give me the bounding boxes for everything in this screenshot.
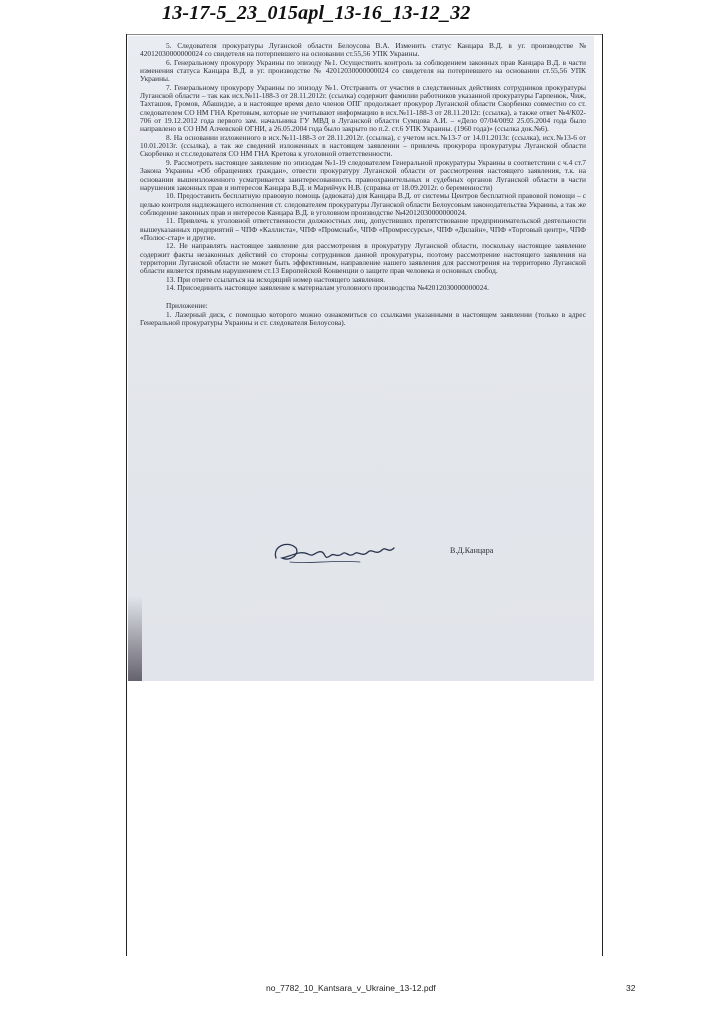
footer-page-number: 32 — [626, 983, 636, 993]
paragraph-13: 13. При ответе ссылаться на исходящий номер настоящего заявления. — [166, 274, 386, 284]
appendix-item: 1. Лазерный диск, с помощью которого можно ознакомиться со ссылками указанными в настоящем заявлении (только в адрес Генеральной прокуратуры Украины и ст. следователя Белоусова). — [140, 309, 586, 327]
handwritten-signature — [270, 536, 400, 570]
page-top-rule — [126, 34, 602, 35]
paragraph-8: 8. На основании изложенного в исх.№11-188-3 от 28.11.2012г. (ссылка), с учетом исх.№13-7 от 14.01.2013г. (ссылка), исх.№13-6 от 10.01.2013г. (ссылка), а так же сведений изложенных в настоящем заявлении – привлечь прокурора прокуратуры Луганской области Скорбенко и ст.следователя СО НМ ГНА Кретова к уголовной ответственности. — [140, 132, 586, 159]
signer-name: В.Д.Канцара — [450, 546, 494, 555]
paragraph-7: 7. Генеральному прокурору Украины по эпизоду №1. Отстранить от участия в следственных действиях сотрудников прокуратуры Луганской области – так как исх.№11-188-3 от 28.11.2012г. (ссылка) содержит фамилии работников указанной прокуратуры Гарпенюк, Чиж, Тахташов, Громов, Абашидзе, а в настоящее время дело членов ОПГ продолжает прокурор Луганской области Скорбенко совместно со ст. следователем СО НМ ГНА Кретовым, которые не учитывают информацию в исх.№11-188-3 от 28.11.2012г. (ссылка), а также ответ №4/К02-706 от 19.12.2012 года первого зам. начальника ГУ МВД в Луганской области Сумцова А.И. – «Дело 07/04/0092 25.05.2004 года было направлено в СО НМ Алчевской ОГНИ, а 26.05.2004 года было закрыто по п.2. ст.6 УПК Украины. (1960 года)» (ссылка док.№6). — [140, 82, 586, 134]
paragraph-14: 14. Присоединить настоящее заявление к материалам уголовного производства №42012030000000024. — [166, 282, 489, 292]
paragraph-6: 6. Генеральному прокурору Украины по эпизоду №1. Осуществить контроль за соблюдением законных прав Канцара В.Д. в части изменения статуса Канцара В.Д. в уг. производстве № 42012030000000024 со свидетеля на потерпевшего на основании ст.55,56 УПК Украины. — [140, 57, 586, 84]
scan-edge-shadow — [128, 596, 142, 681]
document-body — [140, 42, 586, 327]
paragraph-9: 9. Рассмотреть настоящее заявление по эпизодам №1-19 следователем Генеральной прокуратуры Украины в соответствии с ч.4 ст.7 Закона Украины «Об обращениях граждан», отвести прокуратуру Луганской области от рассмотрения настоящего заявления, т.к. на основании вышеизложенного усматривается заинтересованность правоохранительных и судебных органов Луганской области в части нарушения законных прав и интересов Канцара В.Д. и Марийчук Н.В. (справка от 18.09.2012г. о беременности) — [140, 157, 586, 192]
signature-row — [128, 536, 594, 576]
appendix-section — [140, 302, 586, 327]
paragraph-5: 5. Следователя прокуратуры Луганской области Белоусова В.А. Изменить статус Канцара В.Д. в уг. производстве № 42012030000000024 со свидетеля на потерпевшего на основании ст.55,56 УПК Украины. — [140, 41, 586, 59]
scanned-document-image — [128, 36, 594, 681]
footer-filename: no_7782_10_Kantsara_v_Ukraine_13-12.pdf — [266, 983, 436, 993]
right-margin-rule — [602, 34, 603, 956]
paragraph-10: 10. Предоставить бесплатную правовую помощь (адвоката) для Канцара В.Д. от системы Центров бесплатной правовой помощи – с целью контроля надлежащего исполнения ст. следователем прокуратуры Луганской области Белоусовым законодательства Украины, а так же соблюдение законных прав и интересов Канцара В.Д. в уголовном производстве №42012030000000024. — [140, 191, 586, 217]
paragraph-11: 11. Привлечь к уголовной ответственности должностных лиц, допустивших препятствование предпринимательской деятельности вышеуказанных предприятий – ЧПФ «Каллиста», ЧПФ «Промснаб», ЧПФ «Промрессурсы», ЧПФ «Дилайн», ЧПФ «Торговый центр», ЧПФ «Полюс-стар» и другие. — [140, 216, 586, 242]
left-margin-rule — [126, 34, 127, 956]
appendix-title: Приложение: — [166, 301, 208, 311]
paragraph-12: 12. Не направлять настоящее заявление для рассмотрения в прокуратуру Луганской области, поскольку настоящее заявление содержит факты незаконных действий со стороны сотрудников данной прокуратуры, поэтому рассмотрение настоящего заявления на территории Луганской области не может быть эффективным, направление нашего заявления для рассмотрения на территорию Луганской области является прямым нарушением ст.13 Европейской Конвенции о защите прав человека и основных свобод. — [140, 241, 586, 276]
page-header-title: 13-17-5_23_015apl_13-16_13-12_32 — [162, 2, 471, 24]
